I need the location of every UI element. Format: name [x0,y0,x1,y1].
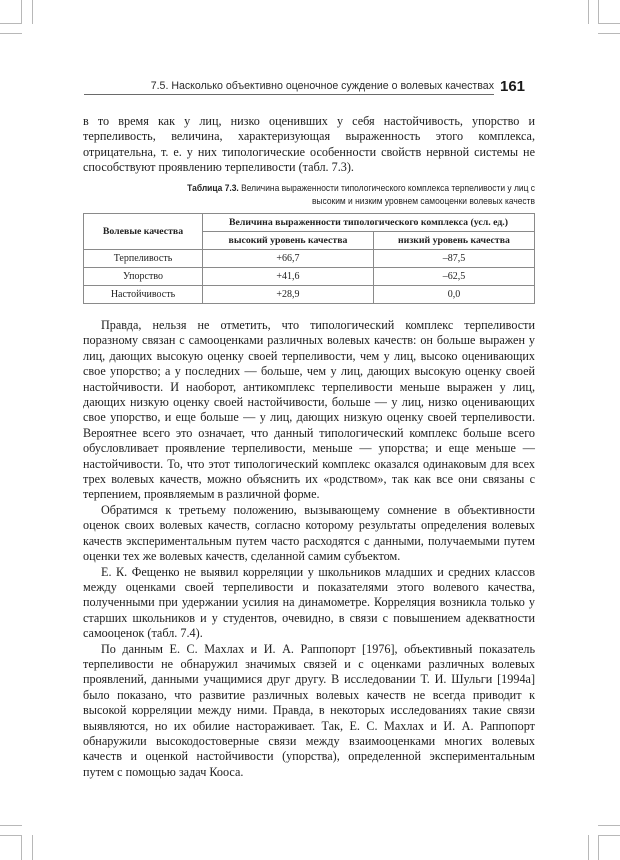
crop-mark-bottom-right-v1 [588,835,589,860]
paragraph: По данным Е. С. Махлах и И. А. Раппопорт [1976], объективный показатель терпеливости не обнаружил значимых связей и с оценками различных волевых проявлений, данными учащимися друг другу. В исследовании Т. И. Шульги [1994а] было показано, что развитие различных волевых качеств не всегда приводит к высокой корреляции между ними. Правда, в некоторых исследованиях такие связи выявляются, но их обилие настораживает. Так, Е. С. Махлах и И. А. Раппопорт обнаружили высокодостоверные связи между взаимооценками многих волевых качеств и оценкой настойчивости (упорства), определенной экспериментальным путем с помощью задач Кооса. [83,641,535,779]
table-caption-label: Таблица 7.3. [187,182,239,193]
column-header-quality: Волевые качества [84,214,203,250]
cell-low: –87,5 [373,250,534,268]
cell-high: +66,7 [203,250,374,268]
table-caption-text: Величина выраженности типологического комплекса терпеливости у лиц с высоким и низким уровнем самооценки волевых качеств [241,182,535,206]
crop-mark-bottom-right-h2 [598,835,620,836]
table-row [84,250,535,268]
crop-mark-top-left-h2 [0,33,22,34]
intro-text [83,114,535,176]
cell-low: –62,5 [373,268,534,286]
crop-mark-top-left-v2 [32,0,33,24]
crop-mark-bottom-right-v2 [598,835,599,860]
body-text [83,318,535,780]
table-caption [153,182,536,207]
column-group-header: Величина выраженности типологического комплекса (усл. ед.) [203,214,535,232]
column-header-high: высокий уровень качества [203,232,374,250]
paragraph: Правда, нельзя не отметить, что типологический комплекс терпеливости поразному связан с самооценками различных волевых качеств: он больше выражен у лиц, дающих высокую оценку своей терпеливости, чем у лиц, высоко оценивающих свое упорство; а у последних — больше, чем у лиц, дающих высокую оценку своей настойчивости. И наоборот, антикомплекс терпеливости меньше выражен у лиц, дающих низкую оценку своей настойчивости, больше — у лиц, низко оценивающих свое упорство, и еще больше — у лиц, дающих низкую оценку своей терпеливости. Вероятнее всего это означает, что данный типологический комплекс больше всего обусловливает проявление терпеливости, меньше — упорства; и еще меньше — настойчивости. То, что этот типологический комплекс оказался одинаковым для всех трех волевых качеств, можно объяснить их «родством», так как все они связаны с терпением, проявляемым в различной форме. [83,318,535,502]
running-title: 7.5. Насколько объективно оценочное суждение о волевых качествах [84,80,494,95]
crop-mark-bottom-left-v1 [21,835,22,860]
crop-mark-top-right-v1 [588,0,589,24]
crop-mark-top-right-h1 [598,23,620,24]
cell-quality: Терпеливость [84,250,203,268]
intro-paragraph: в то время как у лиц, низко оценивших у себя настойчивость, упорство и терпеливость, величина, характеризующая выраженность этого комплекса, отрицательна, т. е. у них типологические особенности свойств нервной системы не способствуют проявлению терпеливости (табл. 7.3). [83,114,535,175]
crop-mark-bottom-left-h1 [0,825,22,826]
cell-high: +28,9 [203,286,374,304]
table-row [84,286,535,304]
cell-quality: Упорство [84,268,203,286]
page-number: 161 [500,78,526,95]
crop-mark-bottom-left-h2 [0,835,22,836]
crop-mark-top-left-h1 [0,23,22,24]
crop-mark-top-left-v1 [21,0,22,24]
cell-quality: Настойчивость [84,286,203,304]
table-row [84,268,535,286]
crop-mark-bottom-left-v2 [32,835,33,860]
paragraph: Е. К. Фещенко не выявил корреляции у школьников младших и средних классов между оценками своей терпеливости и показателями этого волевого качества, полученными при удержании усилия на динамометре. Корреляция возникла только у старших школьников и у студентов, очевидно, в связи с повышением адекватности самооценок (табл. 7.4). [83,564,535,641]
crop-mark-bottom-right-h1 [598,825,620,826]
column-header-low: низкий уровень качества [373,232,534,250]
table-header-row [84,214,535,232]
data-table [83,213,535,304]
crop-mark-top-right-h2 [598,33,620,34]
cell-low: 0,0 [373,286,534,304]
crop-mark-top-right-v2 [598,0,599,24]
cell-high: +41,6 [203,268,374,286]
paragraph: Обратимся к третьему положению, вызывающему сомнение в объективности оценок своих волевых качеств, согласно которому результаты определения волевых качеств экспериментальным путем часто расходятся с данными, получаемыми путем оценки тех же волевых качеств, сделанной самим субъектом. [83,502,535,564]
